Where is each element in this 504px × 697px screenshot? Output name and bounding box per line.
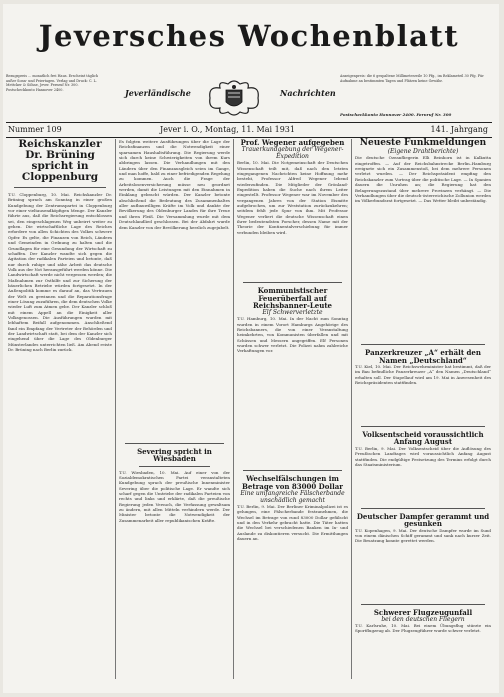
article-subheadline: Trauerkundgebung der Wegener-Expedition (241, 146, 344, 161)
article-subheadline: Elf Schwerverletzte (262, 309, 323, 317)
masthead-title: Jeversches Wochenblatt (38, 19, 460, 53)
divider (361, 604, 485, 605)
article-body: T.U. Kiel, 10. Mai. Der Reichswehrminister hat bestimmt, daß der im Bau befindliche Panzerkreuzer „A“ den Namen „Deutschland“ erhalten soll. Der Stapellauf wird am 19. Mai in Anwesenheit des Reichspräsidenten stattfinden. (355, 364, 491, 386)
article-body: Berlin, 10. Mai. Die Notgemeinschaft der Deutschen Wissenschaft teilt mit, daß nach den letzten eingegangenen Nachrichten keine Hoffnung mehr besteht, Professor Alfred Wegener lebend wiederzufinden. Die Mitglieder der Grönland-Expedition haben die Suche nach ihrem Leiter eingestellt. Professor Wegener war im November des vergangenen Jahres von der Station Eismitte aufgebrochen, um zur Weststation zurückzukehren; seitdem fehlt jede Spur von ihm. Mit Professor Wegener verliert die deutsche Wissenschaft einen ihrer bedeutendsten Forscher, dessen Name mit der Theorie der Kontinentalverschiebung für immer verbunden bleiben wird. (237, 160, 348, 235)
article-headline: Kommunistischer Feuerüberfall auf Reichsbanner-Leute (252, 286, 333, 311)
article-body: T.U. Cloppenburg, 10. Mai. Reichskanzler Dr. Brüning sprach am Sonntag in einer großen Kundgebung der Zentrumspartei in Cloppenburg vor einer vieltausendköpfigen Menge. Der Kanzler führte aus, daß die Reichsregierung entschlossen sei, den eingeschlagenen Weg unbeirrt weiter zu gehen. Die wirtschaftliche Lage des Reiches erfordere von allen Schichten des Volkes schwere Opfer. Es gelte, die Finanzen von Reich, Ländern und Gemeinden in Ordnung zu halten und die Grundlagen für eine Gesundung der Wirtschaft zu schaffen. Der Kanzler wandte sich gegen die Agitation der radikalen Parteien und betonte, daß nur durch ruhige und zähe Arbeit das deutsche Volk aus der Not herausgeführt werden könne. Die Landwirtschaft werde nicht vergessen werden; die Maßnahmen zur Osthilfe und zur Sicherung der bäuerlichen Betriebe würden fortgesetzt. In der Außenpolitik komme es darauf an, das Vertrauen der Welt zu gewinnen und die Reparationsfrage einer Lösung zuzuführen, die dem deutschen Volke wieder Luft zum Atmen gebe. Der Kanzler schloß mit einem Appell an die Einigkeit aller Volksgenossen. Die Ausführungen wurden mit lebhaftem Beifall aufgenommen. Anschließend fand ein Empfang der Vertreter der Behörden und der Landwirtschaft statt, bei dem der Kanzler sich eingehend über die Lage des Oldenburger Münsterlandes unterrichten ließ. Am Abend reiste Dr. Brüning nach Berlin zurück. (8, 192, 112, 353)
ear-right-text: Anzeigenpreis: die 6 gespaltene Millimeterzeile 10 Pfg., im Reklameteil 30 Pfg. Für Aufnahme an bestimmten Tagen und Plätzen keine Gewähr. (340, 74, 484, 83)
article-headline: Schwerer Flugzeugunfall (373, 607, 473, 617)
masthead-subtitle-right: Nachrichten (280, 88, 336, 98)
column-3 (237, 139, 348, 684)
article-subheadline: bei den deutschen Fliegern (381, 615, 465, 623)
article-headline: Wechselfälschungen im Betrage von 83000 Dollar (242, 474, 343, 491)
article-subheadline: Eine umfangreiche Fälscherbande unschädlich gemacht (240, 490, 345, 505)
article-body: T.U. Berlin, 9. Mai. Der Berliner Kriminalpolizei ist es gelungen, eine Fälscherbande festzunehmen, die Wechsel im Betrage von rund 83000 Dollar gefälscht und in den Verkehr gebracht hatte. Die Täter hatten die Wechsel bei verschiedenen Banken im In- und Auslande zu diskontieren versucht. Die Ermittlungen dauern an. (237, 504, 348, 542)
place-date: Jever i. O., Montag, 11. Mai 1931 (160, 125, 295, 134)
article-headline: Prof. Wegener aufgegeben (240, 138, 345, 147)
divider (125, 443, 224, 444)
article-headline: Deutscher Dampfer gerammt und gesunken (356, 511, 490, 529)
ear-right-bar: Postscheckkonto Hannover 2400. Fernruf Nr. 300 (340, 112, 452, 117)
rule-top (6, 122, 492, 123)
masthead-subtitle-left: Jeverländische (125, 88, 191, 98)
article-body: Die deutsche Ozeanfliegerin Elli Beinhorn ist in Kalkutta eingetroffen. — Auf der Reichsbahnstrecke Berlin–Hamburg ereignete sich ein Zusammenstoß, bei dem mehrere Personen verletzt wurden. — Der Reichspräsident empfing den Reichskanzler zum Vortrag über die politische Lage. — In Spanien dauern die Unruhen an; die Regierung hat den Belagerungszustand über mehrere Provinzen verhängt. — Die Verhandlungen über die deutsch-österreichische Zollunion werden im Völkerbundsrat fortgesetzt. — Das Wetter bleibt unbeständig. (355, 155, 491, 204)
ear-left-text: Bezugspreis ... monatlich frei Haus. Erscheint täglich außer Sonn- und Feiertagen. Verlag und Druck: C. L. Mettcker & Söhne, Jever. Fernruf Nr. 300. Postscheckkonto Hannover 2400. (6, 74, 99, 92)
article-body: Es folgten weitere Ausführungen über die Lage der Reichsfinanzen und die Notwendigkeit einer sparsamen Haushaltsführung. Die Regierung werde sich durch keine Schwierigkeiten von ihrem Kurs abbringen lassen. Die Verhandlungen mit den Ländern über den Finanzausgleich seien im Gange, und man hoffe, bald zu einer befriedigenden Regelung zu kommen. Auch die Frage der Arbeitslosenversicherung müsse neu geordnet werden, damit die Leistungen mit den Einnahmen in Einklang gebracht würden. Der Kanzler betonte abschließend die Bedeutung des Zusammenhaltes aller aufbauwilligen Kräfte im Volk und dankte der Bevölkerung des Oldenburger Landes für ihre Treue und ihren Fleiß. Die Versammlung wurde mit dem Deutschlandlied geschlossen. Bei der Abfahrt wurde dem Kanzler von der Bevölkerung herzlich zugejubelt. (119, 139, 230, 230)
year-volume: 141. Jahrgang (430, 125, 488, 134)
article-headline: Reichskanzler Dr. Brüning spricht in Cloppenburg (18, 138, 102, 184)
divider (361, 344, 485, 345)
column-1 (8, 139, 112, 697)
divider (243, 470, 342, 471)
divider (361, 426, 485, 427)
column-divider (233, 139, 234, 679)
article-headline: Panzerkreuzer „A“ erhält den Namen „Deutschland“ (365, 348, 481, 365)
article-body: T.U. Hamburg, 10. Mai. In der Nacht zum Sonntag wurden in einem Vorort Hamburgs Angehörige des Reichsbanners, die von einer Veranstaltung heimkehrten, von Kommunisten überfallen und mit Schüssen und Messern angegriffen. Elf Personen wurden schwer verletzt. Die Polizei nahm zahlreiche Verhaftungen vor. (237, 316, 348, 354)
article-body: T.U. Berlin, 9. Mai. Der Volksentscheid über die Auflösung des Preußischen Landtages wird voraussichtlich Anfang August stattfinden. Die endgültige Festsetzung des Termins erfolgt durch das Staatsministerium. (355, 445, 491, 467)
article-body: T.U. Wiesbaden, 10. Mai. Auf einer von der Sozialdemokratischen Partei veranstalteten Kundgebung sprach der preußische Innenminister Severing über die politische Lage. Er wandte sich scharf gegen die Umtriebe der radikalen Parteien von rechts und links und erklärte, daß die preußische Regierung jeden Versuch, die Verfassung gewaltsam zu ändern, mit allen Mitteln verhindern werde. Der Minister betonte die Notwendigkeit der Zusammenarbeit aller republikanischen Kräfte. (119, 469, 230, 523)
column-divider (115, 139, 116, 679)
issue-number: Nummer 109 (8, 125, 62, 134)
article-body: T.U. Kopenhagen, 9. Mai. Der deutsche Dampfer wurde im Sund von einem dänischen Schiff gerammt und sank nach kurzer Zeit. Die Besatzung konnte gerettet werden. (355, 527, 491, 544)
article-body: T.U. Karlsruhe, 10. Mai. Bei einem Übungsflug stürzte ein Sportflugzeug ab. Der Flugzeugführer wurde schwer verletzt. (355, 622, 491, 634)
column-2 (119, 139, 230, 670)
divider (14, 187, 106, 188)
article-headline: Neueste Funkmeldungen (359, 138, 487, 148)
article-headline: Severing spricht in Wiesbaden (137, 447, 212, 464)
article-subheadline: (Eigene Drahtberichte) (387, 148, 459, 156)
divider (139, 466, 210, 467)
column-divider (351, 139, 352, 679)
article-headline: Volksentscheid voraussichtlich Anfang August (362, 430, 484, 447)
divider (361, 508, 485, 509)
divider (243, 282, 342, 283)
column-4 (355, 139, 491, 653)
dateline (6, 124, 492, 136)
coat-of-arms-icon (206, 78, 262, 118)
